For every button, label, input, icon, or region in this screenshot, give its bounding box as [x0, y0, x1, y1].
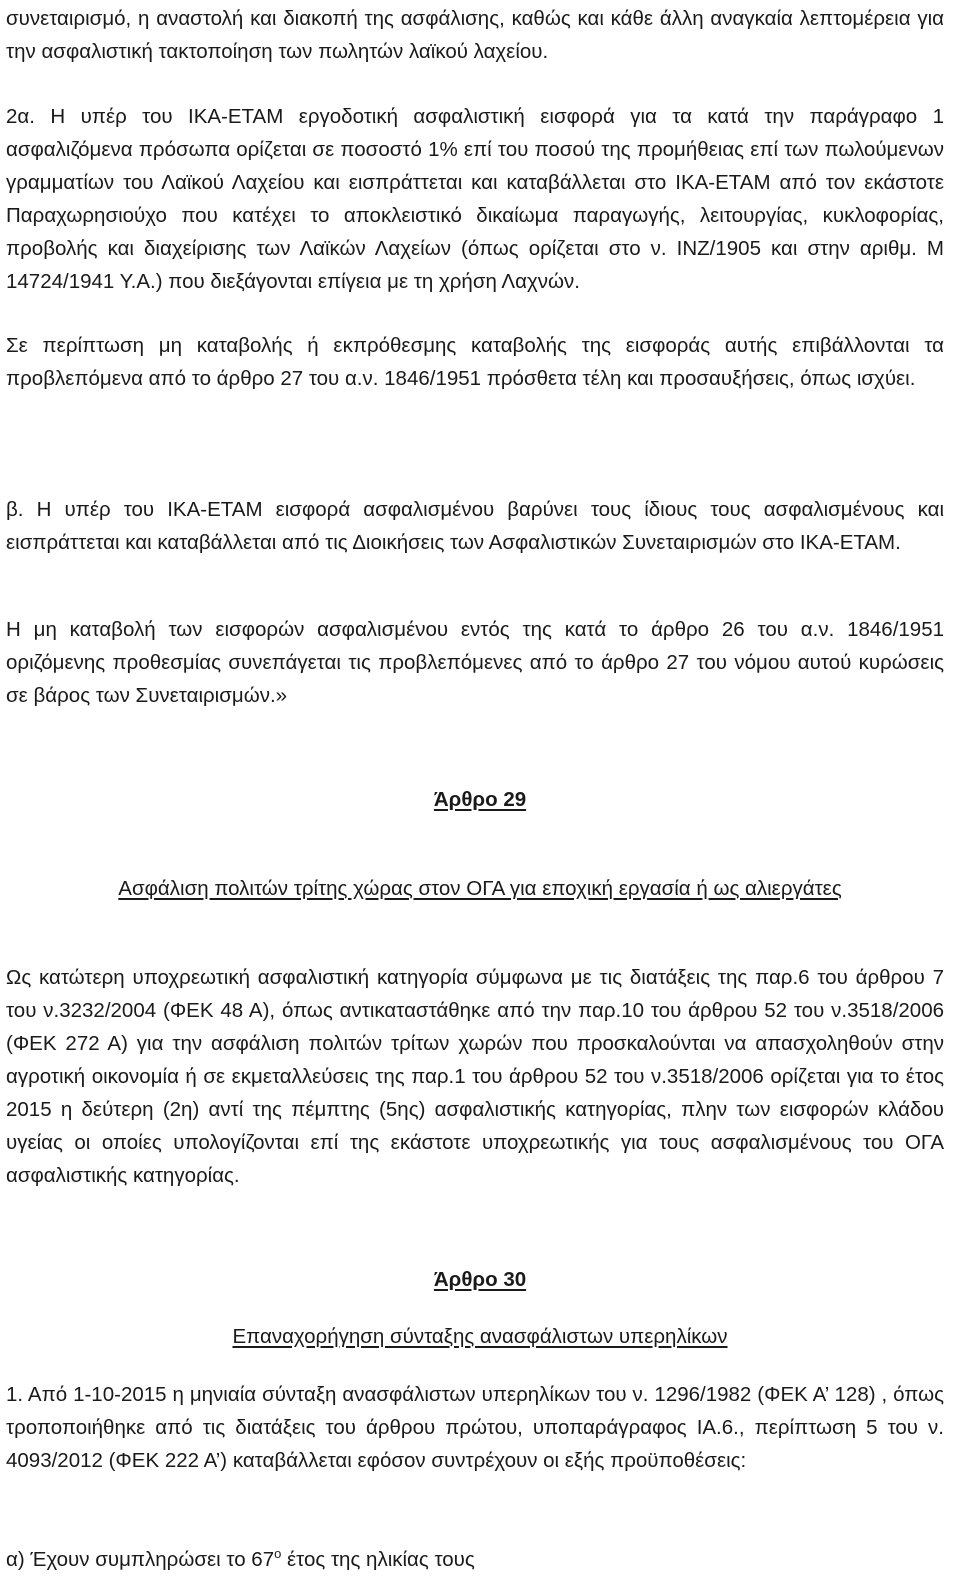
list-item-a-text: α) Έχουν συμπληρώσει το 67: [6, 1548, 275, 1571]
article-29-title-text: Ασφάλιση πολιτών τρίτης χώρας στον ΟΓΑ για εποχική εργασία ή ως αλιεργάτες: [118, 877, 842, 900]
paragraph-article-29: Ως κατώτερη υποχρεωτική ασφαλιστική κατηγορία σύμφωνα με τις διατάξεις της παρ.6 του άρθρου 7 του ν.3232/2004 (ΦΕΚ 48 Α), όπως αντικαταστάθηκε από την παρ.10 του άρθρου 52 του ν.3518/2006 (ΦΕΚ 272 Α) για την ασφάλιση πολιτών τρίτων χωρών που προσκαλούνται να απασχοληθούν στην αγροτική οικονομία ή σε εκμεταλλεύσεις της παρ.1 του άρθρου 52 του ν.3518/2006 ορίζεται για το έτος 2015 η δεύτερη (2η) αντί της πέμπτης (5ης) ασφαλιστικής κατηγορίας, πλην των εισφορών κλάδου υγείας οι οποίες υπολογίζονται επί της εκάστοτε υποχρεωτικής για τους ασφαλισμένους του ΟΓΑ ασφαλιστικής κατηγορίας.: [6, 966, 944, 1187]
article-30-heading: [0, 1263, 960, 1296]
paragraph-article-30-item-1: 1. Από 1-10-2015 η μηνιαία σύνταξη ανασφάλιστων υπερηλίκων του ν. 1296/1982 (ΦΕΚ Α’ 128) , όπως τροποποιήθηκε από τις διατάξεις του άρθρου πρώτου, υποπαράγραφος ΙΑ.6., περίπτωση 5 του ν. 4093/2012 (ΦΕΚ 222 Α’) καταβάλλεται εφόσον συντρέχουν οι εξής προϋποθέσεις:: [6, 1383, 944, 1472]
paragraph-b: β. Η υπέρ του ΙΚΑ-ΕΤΑΜ εισφορά ασφαλισμένου βαρύνει τους ίδιους τους ασφαλισμένους και εισπράττεται και καταβάλλεται από τις Διοικήσεις των Ασφαλιστικών Συνεταιρισμών στο ΙΚΑ-ΕΤΑΜ.: [6, 498, 944, 554]
article-29-heading: [0, 783, 960, 816]
paragraph-nonpayment: Η μη καταβολή των εισφορών ασφαλισμένου εντός της κατά το άρθρο 26 του α.ν. 1846/1951 οριζόμενης προθεσμίας συνεπάγεται τις προβλεπόμενες από το άρθρο 27 του νόμου αυτού κυρώσεις σε βάρος των Συνεταιρισμών.»: [6, 618, 944, 707]
paragraph-penalty: Σε περίπτωση μη καταβολής ή εκπρόθεσμης καταβολής της εισφοράς αυτής επιβάλλονται τα προβλεπόμενα από το άρθρο 27 του α.ν. 1846/1951 πρόσθετα τέλη και προσαυξήσεις, όπως ισχύει.: [6, 334, 944, 390]
article-30-number: Άρθρο 30: [433, 1268, 527, 1291]
list-item-a: [6, 1543, 944, 1576]
article-30-title: [0, 1320, 960, 1353]
ordinal-superscript: ο: [274, 1546, 282, 1562]
paragraph-intro: συνεταιρισμό, η αναστολή και διακοπή της ασφάλισης, καθώς και κάθε άλλη αναγκαία λεπτομέρεια για την ασφαλιστική τακτοποίηση των πωλητών λαϊκού λαχείου.: [6, 7, 944, 63]
article-29-title: [0, 872, 960, 905]
article-30-title-text: Επαναχορήγηση σύνταξης ανασφάλιστων υπερηλίκων: [232, 1325, 728, 1348]
article-29-number: Άρθρο 29: [433, 788, 527, 811]
list-item-a-rest: έτος της ηλικίας τους: [281, 1548, 475, 1571]
paragraph-2a: 2α. Η υπέρ του ΙΚΑ-ΕΤΑΜ εργοδοτική ασφαλιστική εισφορά για τα κατά την παράγραφο 1 ασφαλιζόμενα πρόσωπα ορίζεται σε ποσοστό 1% επί του ποσού της προμήθειας επί των πωλούμενων γραμματίων του Λαϊκού Λαχείου και εισπράττεται και καταβάλλεται στο ΙΚΑ-ΕΤΑΜ από τον εκάστοτε Παραχωρησιούχο που κατέχει το αποκλειστικό δικαίωμα παραγωγής, λειτουργίας, κυκλοφορίας, προβολής και διαχείρισης των Λαϊκών Λαχείων (όπως ορίζεται στο ν. ΙΝΖ/1905 και στην αριθμ. Μ 14724/1941 Υ.Α.) που διεξάγονται επίγεια με τη χρήση Λαχνών.: [6, 105, 944, 293]
